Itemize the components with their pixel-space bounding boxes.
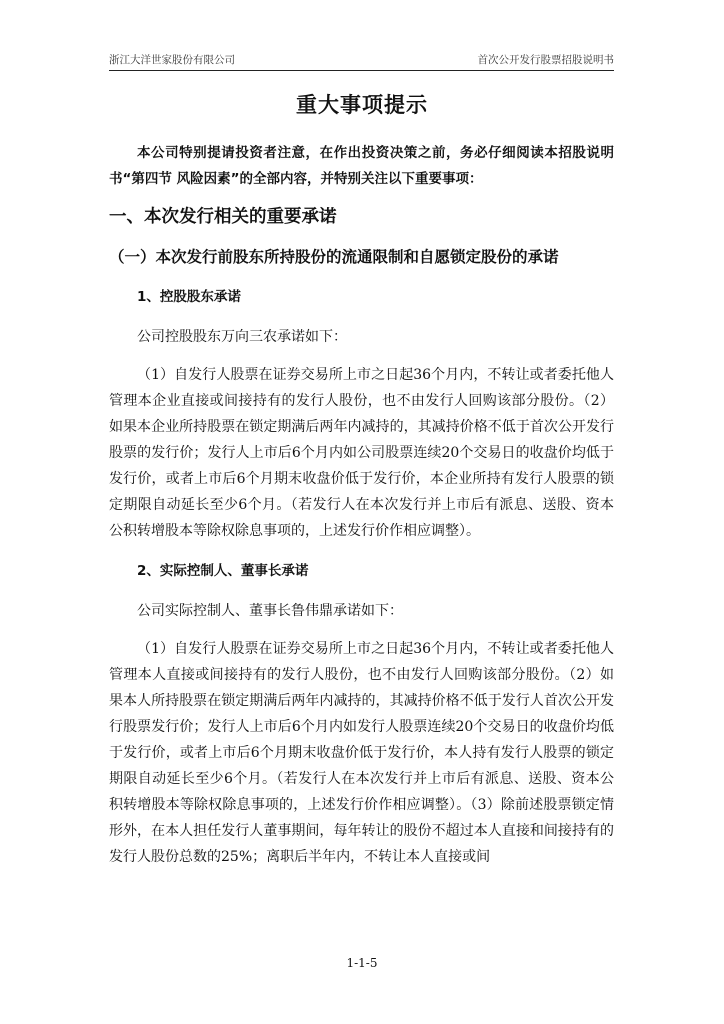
section-heading-commitments: 一、本次发行相关的重要承诺: [109, 207, 337, 227]
item-heading-actual-controller: 2、实际控制人、董事长承诺: [137, 563, 309, 579]
item-body-controlling-shareholder: （1）自发行人股票在证券交易所上市之日起36个月内，不转让或者委托他人管理本企业直接或间接持有的发行人股份，也不由发行人回购该部分股份。（2）如果本企业所持股票在锁定期满后两年内减持的，其减持价格不低于首次公开发行股票的发行价；发行人上市后6个月内如公司股票连续20个交易日的收盘价均低于发行价，或者上市后6个月期末收盘价低于发行价，本企业所持有发行人股票的锁定期限自动延长至少6个月。（若发行人在本次发行并上市后有派息、送股、资本公积转增股本等除权除息事项的，上述发行价作相应调整）。: [109, 367, 614, 539]
header-document-title: 首次公开发行股票招股说明书: [477, 54, 614, 66]
intro-paragraph: 本公司特别提请投资者注意，在作出投资决策之前，务必仔细阅读本招股说明书“第四节 风险因素”的全部内容，并特别关注以下重要事项：: [109, 145, 614, 187]
document-body: [109, 140, 614, 884]
page-number: 1-1-5: [346, 956, 378, 970]
subsection-heading-lockup: （一）本次发行前股东所持股份的流通限制和自愿锁定股份的承诺: [109, 248, 559, 266]
item-heading-controlling-shareholder: 1、控股股东承诺: [137, 289, 241, 305]
page-title: 重大事项提示: [296, 93, 428, 117]
item-lead-actual-controller: 公司实际控制人、董事长鲁伟鼎承诺如下：: [137, 603, 403, 619]
item-lead-controlling-shareholder: 公司控股股东万向三农承诺如下：: [137, 329, 347, 345]
item-body-actual-controller: （1）自发行人股票在证券交易所上市之日起36个月内，不转让或者委托他人管理本人直接或间接持有的发行人股份，也不由发行人回购该部分股份。（2）如果本人所持股票在锁定期满后两年内减持的，其减持价格不低于发行人首次公开发行股票发行价；发行人上市后6个月内如发行人股票连续20个交易日的收盘价均低于发行价，或者上市后6个月期末收盘价低于发行价，本人持有发行人股票的锁定期限自动延长至少6个月。（若发行人在本次发行并上市后有派息、送股、资本公积转增股本等除权除息事项的，上述发行价作相应调整）。（3）除前述股票锁定情形外，在本人担任发行人董事期间，每年转让的股份不超过本人直接和间接持有的发行人股份总数的25%；离职后半年内，不转让本人直接或间: [109, 641, 614, 865]
header-company-name: 浙江大洋世家股份有限公司: [109, 54, 235, 66]
page-header: [109, 44, 614, 71]
